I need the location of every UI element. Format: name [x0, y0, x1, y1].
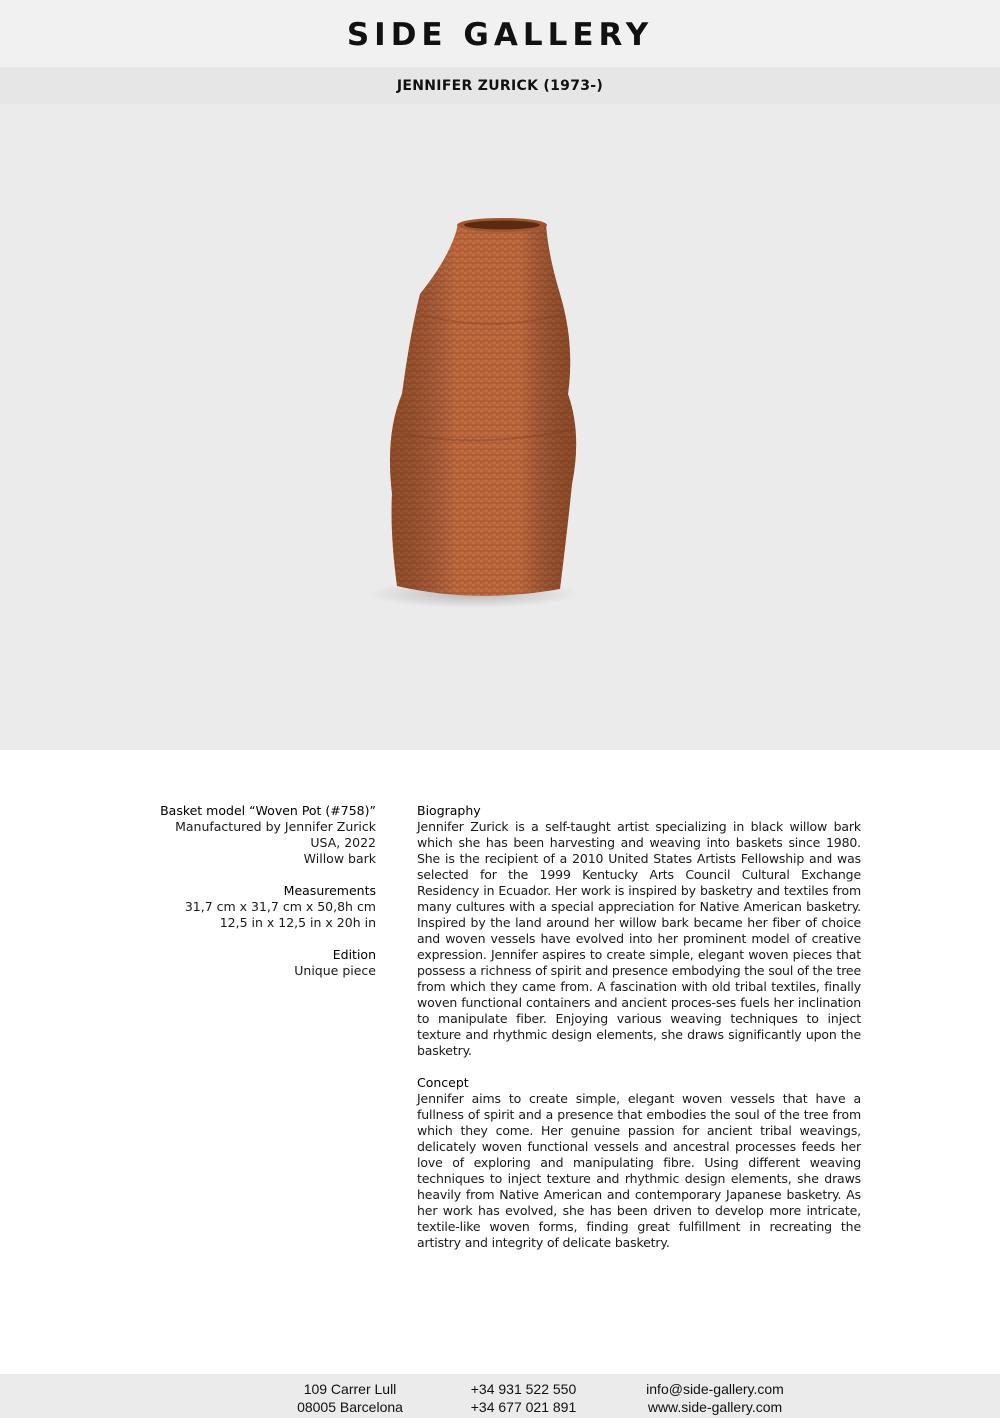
concept-text: Jennifer aims to create simple, elegant woven vessels that have a fullness of spirit and a presence that embodies the soul of the tree from which they come. Her genuine passion for ancient tribal weavings, delicately woven functional vessels and ancestral processes feeds her love of exploring and manipulating fibre. Using different weaving techniques to inject texture and rhythmic design elements, she draws heavily from Native American and contemporary Japanese basketry. As her work has evolved, she has been driven to develop more intricate, textile-like woven forms, finding great fulfillment in recreating the artistry and integrity of delicate basketry.: [417, 1091, 861, 1250]
edition-label: Edition: [332, 947, 376, 962]
address-street: 109 Carrer Lull: [303, 1381, 397, 1397]
page-header: [0, 0, 1000, 67]
product-details: [100, 803, 376, 995]
product-info: [100, 803, 376, 867]
footer-phones: [446, 1380, 601, 1416]
product-manufacturer: Manufactured by Jennifer Zurick: [175, 819, 376, 834]
email-link[interactable]: info@side-gallery.com: [646, 1381, 784, 1397]
product-origin: USA, 2022: [310, 835, 376, 850]
website-link[interactable]: www.side-gallery.com: [647, 1399, 783, 1415]
address-city: 08005 Barcelona: [297, 1399, 403, 1415]
footer-contact: [630, 1380, 800, 1416]
phone-primary[interactable]: +34 931 522 550: [470, 1381, 577, 1397]
footer-address: [270, 1380, 430, 1416]
product-title: Basket model “Woven Pot (#758)”: [160, 803, 376, 818]
page-footer: [0, 1374, 1000, 1418]
artist-banner: [0, 67, 1000, 104]
concept-heading: Concept: [417, 1075, 469, 1090]
measurements-label: Measurements: [283, 883, 376, 898]
measurements-cm: 31,7 cm x 31,7 cm x 50,8h cm: [184, 899, 376, 914]
product-photo: [0, 104, 1000, 750]
measurements-in: 12,5 in x 12,5 in x 20h in: [219, 915, 376, 930]
edition-value: Unique piece: [294, 963, 376, 978]
phone-secondary[interactable]: +34 677 021 891: [470, 1399, 577, 1415]
description-column: [417, 803, 861, 1267]
edition-block: [100, 947, 376, 979]
woven-basket-image: [0, 104, 1000, 750]
product-material: Willow bark: [303, 851, 376, 866]
brand-logo: SIDE GALLERY: [346, 16, 654, 53]
biography-heading: Biography: [417, 803, 481, 818]
artist-name: JENNIFER ZURICK (1973-): [396, 77, 604, 94]
measurements-block: [100, 883, 376, 931]
biography-text: Jennifer Zurick is a self-taught artist specializing in black willow bark which she has been harvesting and weaving into baskets since 1980. She is the recipient of a 2010 United States Artists Fellowship and was selected for the 1999 Kentucky Arts Council Cultural Exchange Residency in Ecuador. Her work is inspired by basketry and textiles from many cultures with a special appreciation for Native American basketry. Inspired by the land around her willow bark became her fiber of choice and woven vessels have evolved into her prominent model of creative expression. Jennifer aspires to create simple, elegant woven pieces that possess a richness of spirit and presence embodying the soul of the tree from which they came from. A fascination with old tribal textiles, finally woven functional containers and ancient proces-ses fuels her inclination to manipulate fiber. Enjoying various weaving techniques to inject texture and rhythmic design elements, she draws significantly upon the basketry.: [417, 819, 861, 1058]
